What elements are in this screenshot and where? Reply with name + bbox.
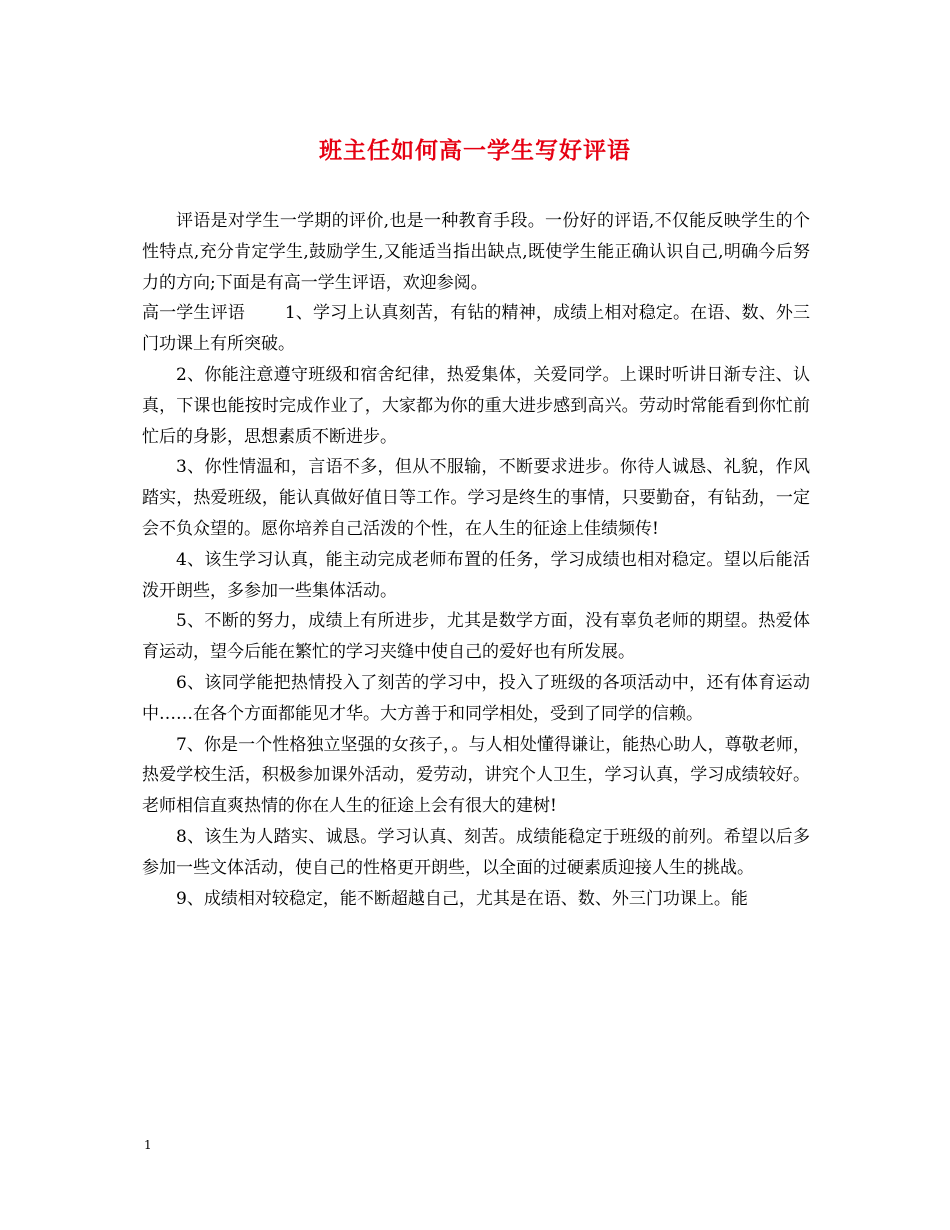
intro-paragraph: 评语是对学生一学期的评价,也是一种教育手段。一份好的评语,不仅能反映学生的个性特点,充分肯定学生,鼓励学生,又能适当指出缺点,既使学生能正确认识自己,明确今后努力的方向;下面是有高一学生评语，欢迎参阅。	[142, 211, 810, 293]
comment-item: 2、你能注意遵守班级和宿舍纪律，热爱集体，关爱同学。上课时听讲日渐专注、认真，下课也能按时完成作业了，大家都为你的重大进步感到高兴。劳动时常能看到你忙前忙后的身影，思想素质不断进步。	[142, 364, 810, 447]
section-label: 高一学生评语	[142, 303, 245, 324]
comment-item: 7、你是一个性格独立坚强的女孩子，。与人相处懂得谦让，能热心助人，尊敬老师，热爱学校生活，积极参加课外活动，爱劳动，讲究个人卫生，学习认真，学习成绩较好。老师相信直爽热情的你在人生的征途上会有很大的建树!	[142, 734, 810, 817]
comment-item: 4、该生学习认真，能主动完成老师布置的任务，学习成绩也相对稳定。望以后能活泼开朗些，多参加一些集体活动。	[142, 549, 810, 601]
comment-item: 6、该同学能把热情投入了刻苦的学习中，投入了班级的各项活动中，还有体育运动中……在各个方面都能见才华。大方善于和同学相处，受到了同学的信赖。	[142, 672, 810, 724]
comment-item: 5、不断的努力，成绩上有所进步，尤其是数学方面，没有辜负老师的期望。热爱体育运动，望今后能在繁忙的学习夹缝中使自己的爱好也有所发展。	[142, 611, 810, 663]
comment-item: 9、成绩相对较稳定，能不断超越自己，尤其是在语、数、外三门功课上。能	[176, 888, 748, 909]
section-first-paragraph	[142, 298, 810, 360]
comment-item: 1、学习上认真刻苦，有钻的精神，成绩上相对稳定。在语、数、外三门功课上有所突破。	[142, 303, 810, 355]
document-body	[142, 206, 810, 914]
comment-item: 8、该生为人踏实、诚恳。学习认真、刻苦。成绩能稳定于班级的前列。希望以后多参加一些文体活动，使自己的性格更开朗些，以全面的过硬素质迎接人生的挑战。	[142, 826, 810, 878]
page-number: 1	[144, 1138, 152, 1152]
document-title: 班主任如何高一学生写好评语	[319, 138, 631, 164]
comment-item: 3、你性情温和，言语不多，但从不服输，不断要求进步。你待人诚恳、礼貌，作风踏实，热爱班级，能认真做好值日等工作。学习是终生的事情，只要勤奋，有钻劲，一定会不负众望的。愿你培养自己活泼的个性，在人生的征途上佳绩频传!	[142, 457, 810, 539]
